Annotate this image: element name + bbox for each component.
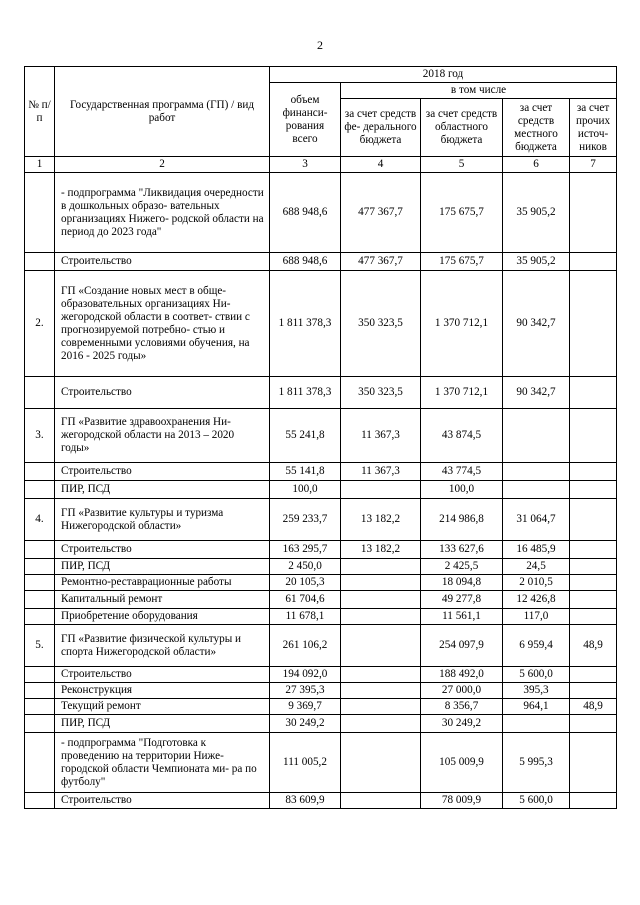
row-federal xyxy=(341,683,421,699)
row-total: 111 005,2 xyxy=(270,733,341,793)
row-number xyxy=(25,793,55,809)
row-federal: 11 367,3 xyxy=(341,409,421,463)
row-total: 100,0 xyxy=(270,481,341,499)
table-row xyxy=(25,667,617,683)
row-number xyxy=(25,715,55,733)
row-total: 1 811 378,3 xyxy=(270,377,341,409)
row-regional: 27 000,0 xyxy=(421,683,503,699)
table-row xyxy=(25,715,617,733)
row-name: ПИР, ПСД xyxy=(55,715,270,733)
row-other xyxy=(570,463,617,481)
row-other xyxy=(570,793,617,809)
header-index-6: 6 xyxy=(503,157,570,173)
row-regional: 175 675,7 xyxy=(421,253,503,271)
table-row xyxy=(25,173,617,253)
row-other xyxy=(570,733,617,793)
row-local xyxy=(503,463,570,481)
row-name: ПИР, ПСД xyxy=(55,559,270,575)
row-local: 2 010,5 xyxy=(503,575,570,591)
header-year: 2018 год xyxy=(270,67,617,83)
row-regional: 175 675,7 xyxy=(421,173,503,253)
row-name: ПИР, ПСД xyxy=(55,481,270,499)
row-federal xyxy=(341,625,421,667)
row-other: 48,9 xyxy=(570,699,617,715)
row-number xyxy=(25,253,55,271)
row-federal xyxy=(341,609,421,625)
table-row xyxy=(25,575,617,591)
header-num: № п/п xyxy=(25,67,55,157)
budget-table xyxy=(24,66,617,809)
row-local: 31 064,7 xyxy=(503,499,570,541)
row-federal xyxy=(341,699,421,715)
table-row xyxy=(25,625,617,667)
row-total: 2 450,0 xyxy=(270,559,341,575)
row-total: 1 811 378,3 xyxy=(270,271,341,377)
row-name: Строительство xyxy=(55,377,270,409)
row-name: ГП «Развитие здравоохранения Ни- жегородской области на 2013 – 2020 годы» xyxy=(55,409,270,463)
row-number xyxy=(25,575,55,591)
row-other xyxy=(570,541,617,559)
table-row xyxy=(25,481,617,499)
row-federal: 477 367,7 xyxy=(341,173,421,253)
table-row xyxy=(25,609,617,625)
header-index-4: 4 xyxy=(341,157,421,173)
row-total: 55 141,8 xyxy=(270,463,341,481)
header-index-1: 1 xyxy=(25,157,55,173)
row-number xyxy=(25,463,55,481)
row-total: 30 249,2 xyxy=(270,715,341,733)
row-total: 688 948,6 xyxy=(270,173,341,253)
row-number xyxy=(25,667,55,683)
header-regional: за счет средств областного бюджета xyxy=(421,99,503,157)
row-federal: 350 323,5 xyxy=(341,377,421,409)
row-other xyxy=(570,667,617,683)
row-name: ГП «Развитие физической культуры и спорта Нижегородской области» xyxy=(55,625,270,667)
row-other xyxy=(570,173,617,253)
table-row xyxy=(25,377,617,409)
row-number xyxy=(25,481,55,499)
row-local: 35 905,2 xyxy=(503,173,570,253)
header-index-7: 7 xyxy=(570,157,617,173)
table-row xyxy=(25,463,617,481)
row-total: 9 369,7 xyxy=(270,699,341,715)
row-other xyxy=(570,271,617,377)
row-federal: 11 367,3 xyxy=(341,463,421,481)
row-total: 27 395,3 xyxy=(270,683,341,699)
row-local: 964,1 xyxy=(503,699,570,715)
row-federal xyxy=(341,575,421,591)
row-regional: 254 097,9 xyxy=(421,625,503,667)
row-name: ГП «Создание новых мест в обще- образовательных организациях Ни- жегородской области в соответ- ствии с прогнозируемой потребно- стью и современными условиями обучения, на 2016 - 2025 годы» xyxy=(55,271,270,377)
row-other: 48,9 xyxy=(570,625,617,667)
row-number xyxy=(25,541,55,559)
row-number: 4. xyxy=(25,499,55,541)
row-number xyxy=(25,609,55,625)
row-federal xyxy=(341,591,421,609)
row-other xyxy=(570,715,617,733)
row-other xyxy=(570,481,617,499)
table-row xyxy=(25,409,617,463)
table-body xyxy=(25,173,617,809)
table-row xyxy=(25,559,617,575)
row-number: 5. xyxy=(25,625,55,667)
row-total: 55 241,8 xyxy=(270,409,341,463)
row-local: 6 959,4 xyxy=(503,625,570,667)
row-federal: 477 367,7 xyxy=(341,253,421,271)
row-federal: 350 323,5 xyxy=(341,271,421,377)
row-local xyxy=(503,409,570,463)
row-name: Ремонтно-реставрационные работы xyxy=(55,575,270,591)
row-total: 61 704,6 xyxy=(270,591,341,609)
row-local: 5 600,0 xyxy=(503,793,570,809)
row-local: 117,0 xyxy=(503,609,570,625)
row-local: 35 905,2 xyxy=(503,253,570,271)
row-name: Строительство xyxy=(55,667,270,683)
row-local: 395,3 xyxy=(503,683,570,699)
row-federal xyxy=(341,481,421,499)
row-federal xyxy=(341,559,421,575)
table-row xyxy=(25,499,617,541)
row-number xyxy=(25,699,55,715)
row-regional: 133 627,6 xyxy=(421,541,503,559)
row-total: 20 105,3 xyxy=(270,575,341,591)
row-number xyxy=(25,683,55,699)
header-index-5: 5 xyxy=(421,157,503,173)
row-regional: 18 094,8 xyxy=(421,575,503,591)
row-name: Приобретение оборудования xyxy=(55,609,270,625)
row-local: 90 342,7 xyxy=(503,271,570,377)
row-name: Реконструкция xyxy=(55,683,270,699)
row-total: 163 295,7 xyxy=(270,541,341,559)
table-row xyxy=(25,591,617,609)
row-federal: 13 182,2 xyxy=(341,541,421,559)
row-name: Текущий ремонт xyxy=(55,699,270,715)
row-number xyxy=(25,173,55,253)
row-regional: 30 249,2 xyxy=(421,715,503,733)
row-local: 5 995,3 xyxy=(503,733,570,793)
header-index-2: 2 xyxy=(55,157,270,173)
row-other xyxy=(570,609,617,625)
row-regional: 1 370 712,1 xyxy=(421,377,503,409)
row-name: - подпрограмма "Ликвидация очередности в дошкольных образо- вательных организациях Нижего- родской области на период до 2023 года" xyxy=(55,173,270,253)
row-local xyxy=(503,715,570,733)
row-other xyxy=(570,409,617,463)
row-name: Строительство xyxy=(55,463,270,481)
table-row xyxy=(25,793,617,809)
row-regional: 43 874,5 xyxy=(421,409,503,463)
row-regional: 49 277,8 xyxy=(421,591,503,609)
row-total: 259 233,7 xyxy=(270,499,341,541)
row-number xyxy=(25,559,55,575)
row-number xyxy=(25,377,55,409)
row-federal: 13 182,2 xyxy=(341,499,421,541)
header-including: в том числе xyxy=(341,83,617,99)
header-program: Государственная программа (ГП) / вид работ xyxy=(55,67,270,157)
row-regional: 100,0 xyxy=(421,481,503,499)
row-local: 16 485,9 xyxy=(503,541,570,559)
row-local xyxy=(503,481,570,499)
table-row xyxy=(25,699,617,715)
row-total: 194 092,0 xyxy=(270,667,341,683)
row-total: 688 948,6 xyxy=(270,253,341,271)
row-regional: 8 356,7 xyxy=(421,699,503,715)
header-index-3: 3 xyxy=(270,157,341,173)
row-name: Строительство xyxy=(55,793,270,809)
row-federal xyxy=(341,667,421,683)
row-number xyxy=(25,733,55,793)
row-name: Строительство xyxy=(55,541,270,559)
header-other: за счет прочих источ- ников xyxy=(570,99,617,157)
row-regional: 105 009,9 xyxy=(421,733,503,793)
row-other xyxy=(570,559,617,575)
row-number: 2. xyxy=(25,271,55,377)
row-regional: 188 492,0 xyxy=(421,667,503,683)
row-name: Капитальный ремонт xyxy=(55,591,270,609)
row-local: 90 342,7 xyxy=(503,377,570,409)
row-name: ГП «Развитие культуры и туризма Нижегородской области» xyxy=(55,499,270,541)
row-regional: 78 009,9 xyxy=(421,793,503,809)
row-regional: 1 370 712,1 xyxy=(421,271,503,377)
table-row xyxy=(25,253,617,271)
row-name: Строительство xyxy=(55,253,270,271)
row-total: 11 678,1 xyxy=(270,609,341,625)
table-row xyxy=(25,541,617,559)
row-other xyxy=(570,499,617,541)
row-regional: 43 774,5 xyxy=(421,463,503,481)
row-local: 5 600,0 xyxy=(503,667,570,683)
row-federal xyxy=(341,733,421,793)
row-federal xyxy=(341,793,421,809)
row-other xyxy=(570,591,617,609)
row-regional: 11 561,1 xyxy=(421,609,503,625)
page-number: 2 xyxy=(317,38,323,52)
table-row xyxy=(25,733,617,793)
row-number xyxy=(25,591,55,609)
row-name: - подпрограмма "Подготовка к проведению на территории Ниже- городской области Чемпионата ми- ра по футболу" xyxy=(55,733,270,793)
row-other xyxy=(570,253,617,271)
header-federal: за счет средств фе- дерального бюджета xyxy=(341,99,421,157)
header-local: за счет средств местного бюджета xyxy=(503,99,570,157)
row-local: 24,5 xyxy=(503,559,570,575)
row-total: 261 106,2 xyxy=(270,625,341,667)
row-local: 12 426,8 xyxy=(503,591,570,609)
row-federal xyxy=(341,715,421,733)
row-regional: 214 986,8 xyxy=(421,499,503,541)
row-other xyxy=(570,683,617,699)
table-row xyxy=(25,271,617,377)
row-other xyxy=(570,377,617,409)
header-total: объем финанси- рования всего xyxy=(270,83,341,157)
row-regional: 2 425,5 xyxy=(421,559,503,575)
row-number: 3. xyxy=(25,409,55,463)
row-total: 83 609,9 xyxy=(270,793,341,809)
row-other xyxy=(570,575,617,591)
table-row xyxy=(25,683,617,699)
